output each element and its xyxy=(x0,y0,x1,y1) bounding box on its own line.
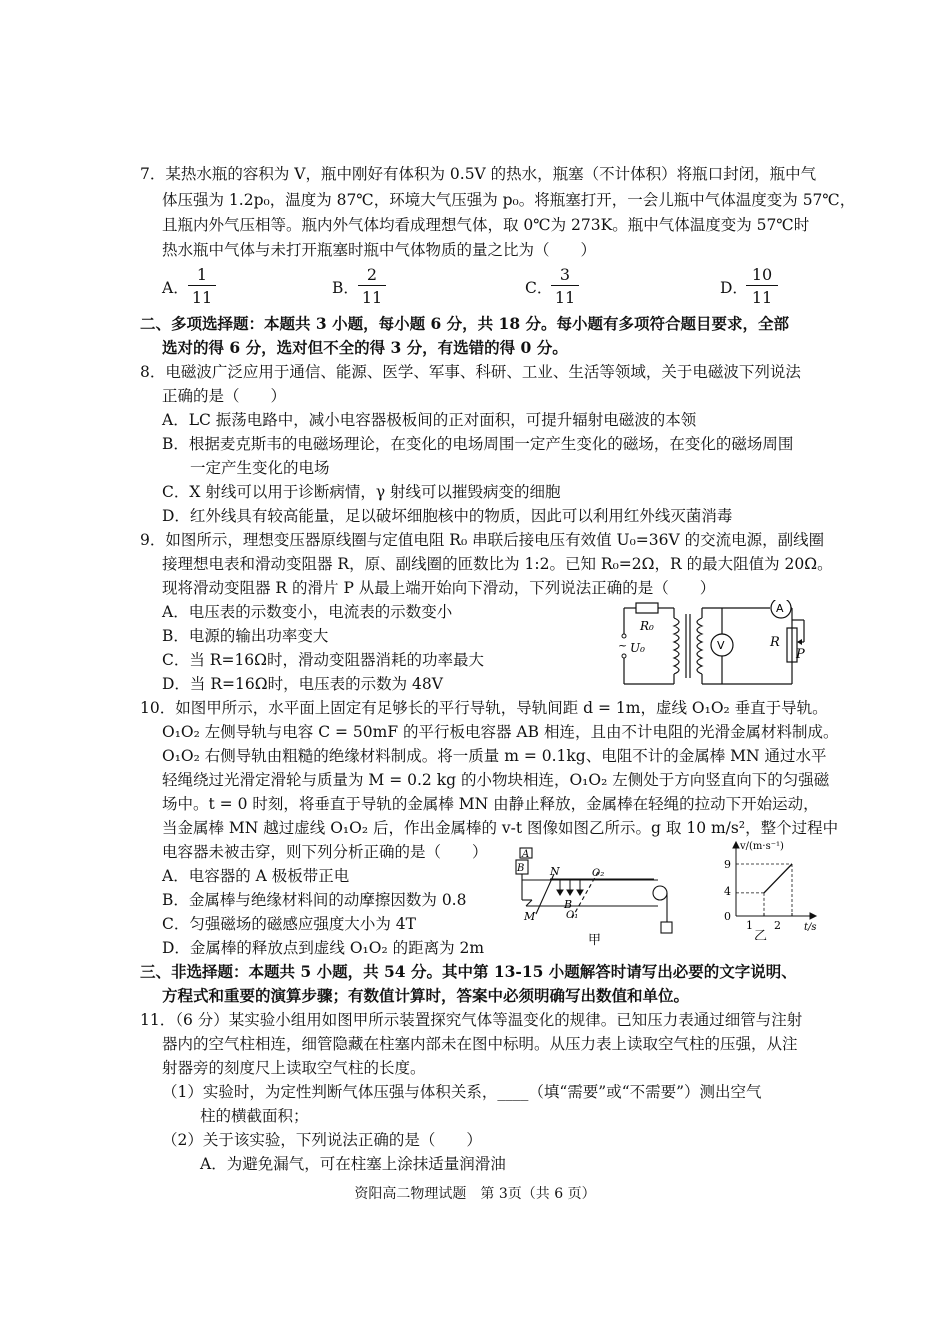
q11-part-2: （2）关于该实验，下列说法正确的是（ ） xyxy=(162,1131,482,1149)
label-r0: R₀ xyxy=(640,619,654,633)
q9-option-d: D．当 R=16Ω时，电压表的示数为 48V xyxy=(162,675,443,693)
block-m xyxy=(661,922,672,933)
x-tick-2: 2 xyxy=(774,919,781,932)
svg-text:~: ~ xyxy=(618,639,628,652)
q10-line-5: 场中。t = 0 时刻，将垂直于导轨的金属棒 MN 由静止释放，金属棒在轻绳的拉动下开始运动， xyxy=(162,795,819,813)
q7-option-c-label: C． xyxy=(525,279,553,297)
q11-part-1: （1）实验时，为定性判断气体压强与体积关系，____（填“需要”或“不需要”）测出空气 xyxy=(162,1083,762,1101)
q9-option-a: A．电压表的示数变小，电流表的示数变小 xyxy=(162,603,453,621)
label-voltmeter: V xyxy=(717,639,725,652)
label-r: R xyxy=(770,635,780,650)
q11-line-3: 射器旁的刻度尺上读取空气柱的长度。 xyxy=(162,1059,426,1077)
q10-line-1: 10．如图甲所示，水平面上固定有足够长的平行导轨，导轨间距 d = 1m，虚线 O₁O₂ 垂直于导轨。 xyxy=(140,699,828,717)
section3-heading-1: 三、非选择题：本题共 5 小题，共 54 分。其中第 13-15 小题解答时请写出必要的文字说明、 xyxy=(140,962,797,981)
label-a: A xyxy=(522,849,530,860)
label-o1: O₁ xyxy=(566,910,579,921)
q8-option-b-cont: 一定产生变化的电场 xyxy=(190,459,330,477)
q8-option-d: D．红外线具有较高能量，足以破坏细胞核中的物质，因此可以利用红外线灭菌消毒 xyxy=(162,507,733,525)
y-axis-label: v/(m·s⁻¹) xyxy=(740,841,784,852)
q9-option-b: B．电源的输出功率变大 xyxy=(162,627,329,645)
q10-line-4: 轻绳绕过光滑定滑轮与质量为 M = 0.2 kg 的小物块相连，O₁O₂ 左侧处于方向竖直向下的匀强磁 xyxy=(162,771,830,789)
q10-option-d: D．金属棒的释放点到虚线 O₁O₂ 的距离为 2m xyxy=(162,939,485,957)
q10-figure-a xyxy=(508,846,680,948)
x-axis-arrow xyxy=(810,913,816,919)
q9-line-3: 现将滑动变阻器 R 的滑片 P 从最上端开始向下滑动，下列说法正确的是（ ） xyxy=(162,579,716,597)
q8-line-2: 正确的是（ ） xyxy=(162,387,287,405)
label-p: P xyxy=(796,647,805,662)
q10-vt-graph xyxy=(712,840,822,940)
x-tick-1: 1 xyxy=(746,919,753,932)
caption-jia: 甲 xyxy=(588,933,602,948)
q10-line-6: 当金属棒 MN 越过虚线 O₁O₂ 后，作出金属棒的 v-t 图像如图乙所示。g 取 10 m/s²，整个过程中 xyxy=(162,819,839,837)
resistor-r0 xyxy=(636,603,658,613)
label-field-b: B xyxy=(564,898,573,911)
q8-line-1: 8．电磁波广泛应用于通信、能源、医学、军事、科研、工业、生活等领域，关于电磁波下列说法 xyxy=(140,363,801,381)
vt-series-line xyxy=(764,864,792,893)
secondary-coil xyxy=(697,618,702,674)
section3-heading-2: 方程式和重要的演算步骤；有数值计算时，答案中必须明确写出数值和单位。 xyxy=(162,986,690,1005)
section2-heading-2: 选对的得 6 分，选对但不全的得 3 分，有选错的得 0 分。 xyxy=(162,338,568,357)
origin-label: 0 xyxy=(724,910,731,923)
q9-line-1: 9．如图所示，理想变压器原线圈与定值电阻 R₀ 串联后接电压有效值 U₀=36V 的交流电源，副线圈 xyxy=(140,531,825,549)
pulley xyxy=(653,886,667,900)
y-axis-arrow xyxy=(733,842,739,848)
q8-option-a: A．LC 振荡电路中，减小电容器极板间的正对面积，可提升辐射电磁波的本领 xyxy=(162,411,697,429)
q10-line-2: O₁O₂ 左侧导轨与电容 C = 50mF 的平行板电容器 AB 相连，且由不计电阻的光滑金属材料制成。 xyxy=(162,723,839,741)
q7-option-a-label: A． xyxy=(162,279,189,297)
label-b: B xyxy=(517,863,525,874)
q9-circuit-diagram xyxy=(612,600,812,692)
q7-option-a-fraction: $\frac{1}{11}$ xyxy=(188,265,216,307)
q11-line-2: 器内的空气柱相连，细管隐藏在柱塞内部未在图中标明。从压力表上读取空气柱的压强，从注 xyxy=(162,1035,798,1053)
q9-option-c: C．当 R=16Ω时，滑动变阻器消耗的功率最大 xyxy=(162,651,485,669)
q10-line-3: O₁O₂ 右侧导轨由粗糙的绝缘材料制成。将一质量 m = 0.1kg、电阻不计的金属棒 MN 通过水平 xyxy=(162,747,827,765)
q7-option-d-fraction: $\frac{10}{11}$ xyxy=(746,265,778,307)
caption-yi: 乙 xyxy=(754,929,768,940)
q8-option-c: C．X 射线可以用于诊断病情，γ 射线可以摧毁病变的细胞 xyxy=(162,483,561,501)
q10-option-b: B．金属棒与绝缘材料间的动摩擦因数为 0.8 xyxy=(162,891,467,909)
q8-option-b: B．根据麦克斯韦的电磁场理论，在变化的电场周围一定产生变化的磁场，在变化的磁场周围 xyxy=(162,435,794,453)
q10-option-a: A．电容器的 A 极板带正电 xyxy=(162,867,350,885)
q10-line-7: 电容器未被击穿，则下列分析正确的是（ ） xyxy=(162,843,488,861)
x-axis-label: t/s xyxy=(804,922,817,933)
label-m: M xyxy=(524,910,536,923)
q10-option-c: C．匀强磁场的磁感应强度大小为 4T xyxy=(162,915,416,933)
q9-line-2: 接理想电表和滑动变阻器 R，原、副线圈的匝数比为 1:2。已知 R₀=2Ω，R 的最大阻值为 20Ω。 xyxy=(162,555,833,573)
y-tick-4: 4 xyxy=(724,885,731,898)
label-ammeter: A xyxy=(776,602,784,615)
q7-line-1: 7．某热水瓶的容积为 V，瓶中刚好有体积为 0.5V 的热水，瓶塞（不计体积）将瓶口封闭，瓶中气 xyxy=(140,165,817,183)
q7-option-c-fraction: $\frac{3}{11}$ xyxy=(551,265,579,307)
label-o2: O₂ xyxy=(592,868,605,879)
q7-option-d-label: D． xyxy=(720,279,748,297)
y-tick-9: 9 xyxy=(724,858,731,871)
page-footer: 资阳高二物理试题 第 3页（共 6 页） xyxy=(354,1186,596,1202)
q11-part-2-option-a: A．为避免漏气，可在柱塞上涂抹适量润滑油 xyxy=(200,1155,506,1173)
q7-line-2: 体压强为 1.2p₀，温度为 87℃，环境大气压强为 p₀。将瓶塞打开，一会儿瓶中气体温度变为 57℃， xyxy=(162,191,856,209)
q11-line-1: 11．（6 分）某实验小组用如图甲所示装置探究气体等温变化的规律。已知压力表通过细管与注射 xyxy=(140,1011,803,1029)
q7-option-b-fraction: $\frac{2}{11}$ xyxy=(358,265,386,307)
q11-part-1-cont: 柱的横截面积； xyxy=(200,1107,309,1125)
label-n: N xyxy=(550,865,560,878)
section2-heading-1: 二、多项选择题：本题共 3 小题，每小题 6 分，共 18 分。每小题有多项符合题目要求，全部 xyxy=(140,314,790,333)
label-u0: U₀ xyxy=(630,641,645,655)
q7-option-b-label: B． xyxy=(332,279,359,297)
q7-line-4: 热水瓶中气体与未打开瓶塞时瓶中气体物质的量之比为（ ） xyxy=(162,241,597,259)
slider-p-arrow xyxy=(797,639,802,645)
q7-line-3: 且瓶内外气压相等。瓶内外气体均看成理想气体，取 0℃为 273K。瓶中气体温度变为 57℃时 xyxy=(162,216,810,234)
primary-coil xyxy=(674,618,679,674)
